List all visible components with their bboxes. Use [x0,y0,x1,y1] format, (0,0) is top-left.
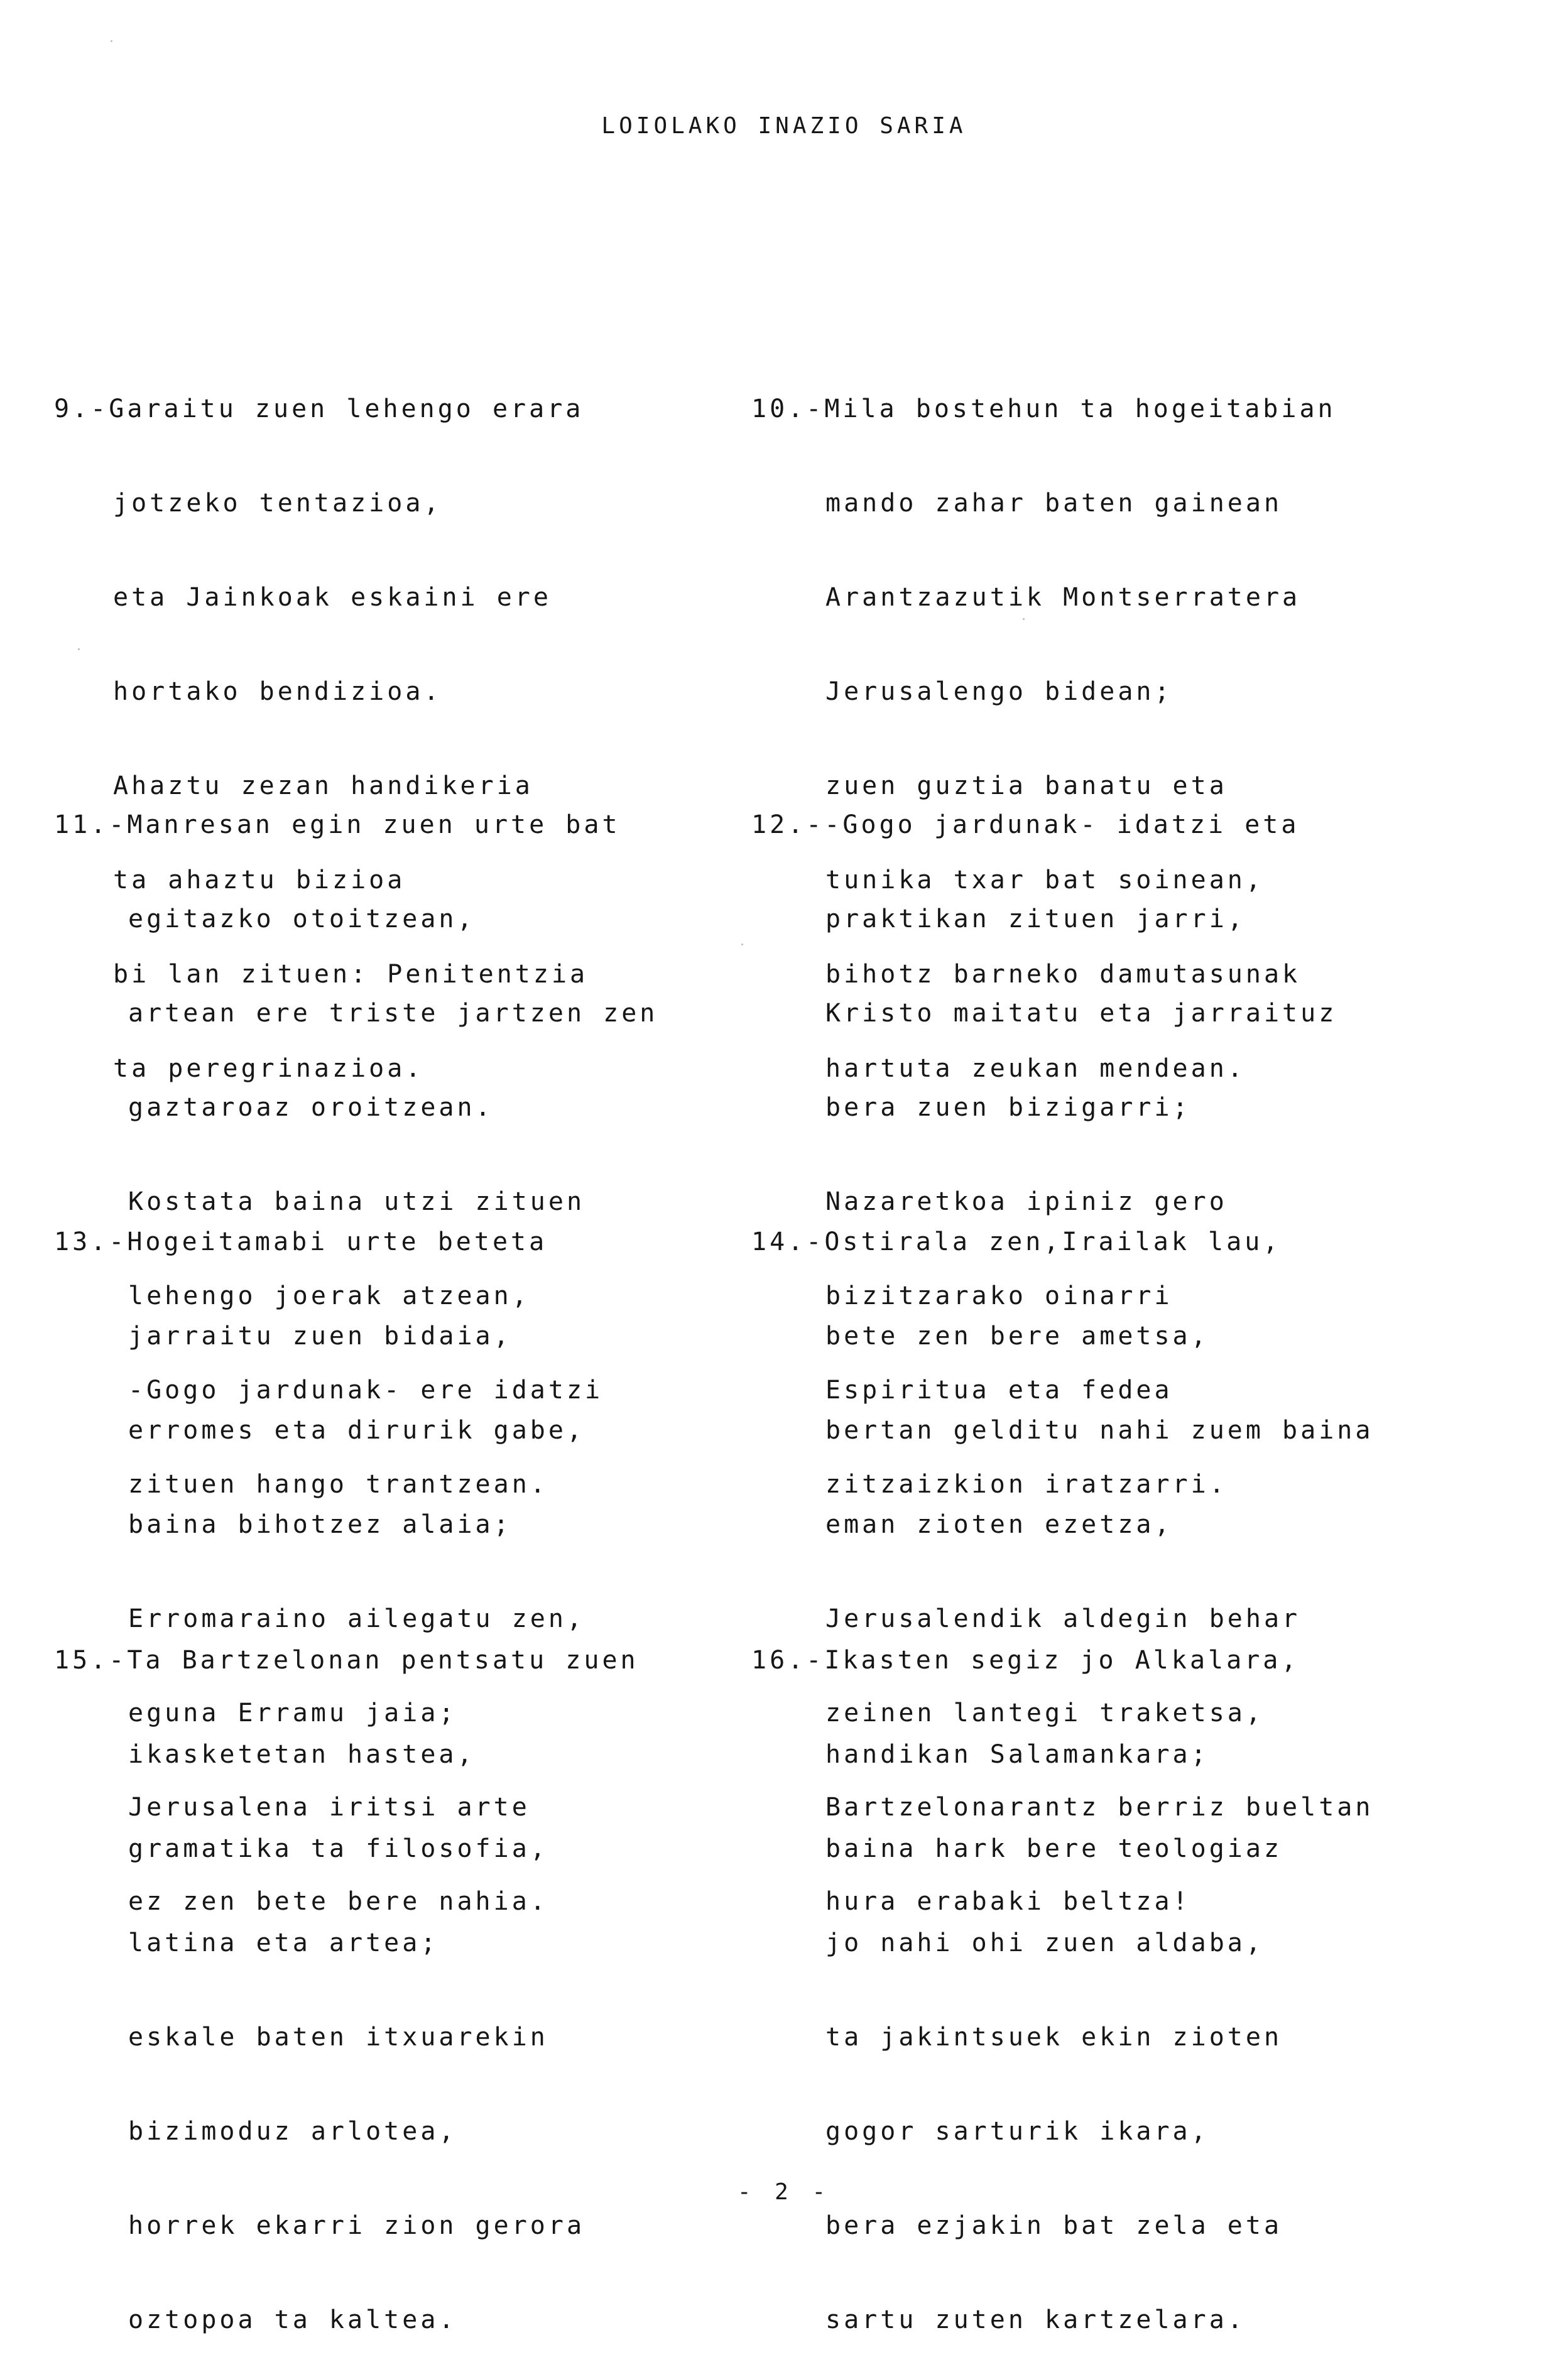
stanza-line: 9.-Garaitu zuen lehengo erara [54,394,584,423]
stanza-line: handikan Salamankara; [825,1740,1209,1769]
stanza-line: eguna Erramu jaia; [128,1699,457,1728]
stanza-line: -Gogo jardunak- ere idatzi [128,1376,604,1405]
stanza-number: 9.- [54,394,109,423]
stanza-line: praktikan zituen jarri, [825,905,1246,933]
stanza-line: zitzaizkion iratzarri. [825,1470,1228,1499]
stanza-line: bi lan zituen: Penitentzia [113,960,589,989]
stanza-line: 12.--Gogo jardunak- idatzi eta [751,810,1300,839]
stanza-line: zeinen lantegi traketsa, [825,1699,1264,1728]
stanza-line: mando zahar baten gainean [825,489,1283,518]
stanza-number: 15.- [54,1646,128,1675]
stanza-line: Nazaretkoa ipiniz gero [825,1187,1228,1216]
stanza-line: hura erabaki beltza! [825,1887,1191,1916]
stanza-line: artean ere triste jartzen zen [128,999,658,1028]
stanza-line: Erromaraino ailegatu zen, [128,1604,585,1633]
stanza-line: ta jakintsuek ekin zioten [825,2023,1283,2052]
stanza-line: ez zen bete bere nahia. [128,1887,548,1916]
stanza-line: erromes eta dirurik gabe, [128,1416,585,1445]
stanza-line: latina eta artea; [128,1929,439,1957]
stanza-line: jo nahi ohi zuen aldaba, [825,1929,1264,1957]
scan-speck [78,648,80,650]
stanza-line: Kristo maitatu eta jarraituz [825,999,1337,1028]
stanza-line: bertan gelditu nahi zuem baina [825,1416,1374,1445]
stanza-number: 11.- [54,810,128,839]
stanza-line: eskale baten itxuarekin [128,2023,548,2052]
stanza-line: baina bihotzez alaia; [128,1510,512,1539]
stanza-line: eman zioten ezetza, [825,1510,1173,1539]
stanza-line: hortako bendizioa. [113,677,442,706]
stanza-line: Jerusalengo bidean; [825,677,1173,706]
stanza-line: bizitzarako oinarri [825,1281,1173,1310]
stanza-line: Jerusalendik aldegin behar [825,1604,1301,1633]
stanza-line: tunika txar bat soinean, [825,866,1264,895]
stanza-line: ta peregrinazioa. [113,1054,424,1083]
stanza-line: oztopoa ta kaltea. [128,2305,457,2334]
stanza-line: Ahaztu zezan handikeria [113,771,533,800]
stanza-line: Espiritua eta fedea [825,1376,1173,1405]
stanza-line: 11.-Manresan egin zuen urte bat [54,810,621,839]
stanza-line: hartuta zeukan mendean. [825,1054,1246,1083]
stanza-line: baina hark bere teologiaz [825,1834,1283,1863]
stanza-line: jarraitu zuen bidaia, [128,1322,512,1351]
stanza-line: Bartzelonarantz berriz bueltan [825,1793,1374,1822]
stanza-line: 10.-Mila bostehun ta hogeitabian [751,394,1336,423]
stanza-line: Kostata baina utzi zituen [128,1187,585,1216]
stanza-number: 10.- [751,394,825,423]
stanza-line: bete zen bere ametsa, [825,1322,1209,1351]
stanza-line: eta Jainkoak eskaini ere [113,583,552,612]
stanza-line: zituen hango trantzean. [128,1470,548,1499]
stanza-line: 15.-Ta Bartzelonan pentsatu zuen [54,1646,639,1675]
stanza-line: bera ezjakin bat zela eta [825,2211,1283,2240]
scan-speck [111,40,112,42]
stanza-number: 12.- [751,810,825,839]
stanza-line: 16.-Ikasten segiz jo Alkalara, [751,1646,1300,1675]
stanza-line: ikasketetan hastea, [128,1740,476,1769]
stanza-line: bera zuen bizigarri; [825,1093,1191,1122]
stanza-line: sartu zuten kartzelara. [825,2305,1246,2334]
stanza-number: 16.- [751,1646,825,1675]
stanza-line: egitazko otoitzean, [128,905,476,933]
stanza-line: 14.-Ostirala zen,Irailak lau, [751,1227,1282,1256]
scan-speck [1023,618,1025,620]
stanza-line: gogor sarturik ikara, [825,2117,1209,2146]
stanza-line: gaztaroaz oroitzean. [128,1093,494,1122]
stanza-line: jotzeko tentazioa, [113,489,442,518]
stanza-line: bizimoduz arlotea, [128,2117,457,2146]
stanza-number: 14.- [751,1227,825,1256]
scan-speck [741,944,743,945]
stanza-line: zuen guztia banatu eta [825,771,1228,800]
stanza-line: 13.-Hogeitamabi urte beteta [54,1227,548,1256]
stanza-line: bihotz barneko damutasunak [825,960,1301,989]
stanza-number: 13.- [54,1227,128,1256]
stanza-16 [751,1582,1299,2367]
stanza-line: Jerusalena iritsi arte [128,1793,530,1822]
stanza-line: lehengo joerak atzean, [128,1281,530,1310]
page-title: LOIOLAKO INAZIO SARIA [601,113,967,139]
stanza-line: gramatika ta filosofia, [128,1834,548,1863]
stanza-line: Arantzazutik Montserratera [825,583,1301,612]
stanza-line: ta ahaztu bizioa [113,866,406,895]
page-number: - 2 - [737,2179,831,2205]
stanza-line: horrek ekarri zion gerora [128,2211,585,2240]
stanza-15 [54,1582,639,2367]
